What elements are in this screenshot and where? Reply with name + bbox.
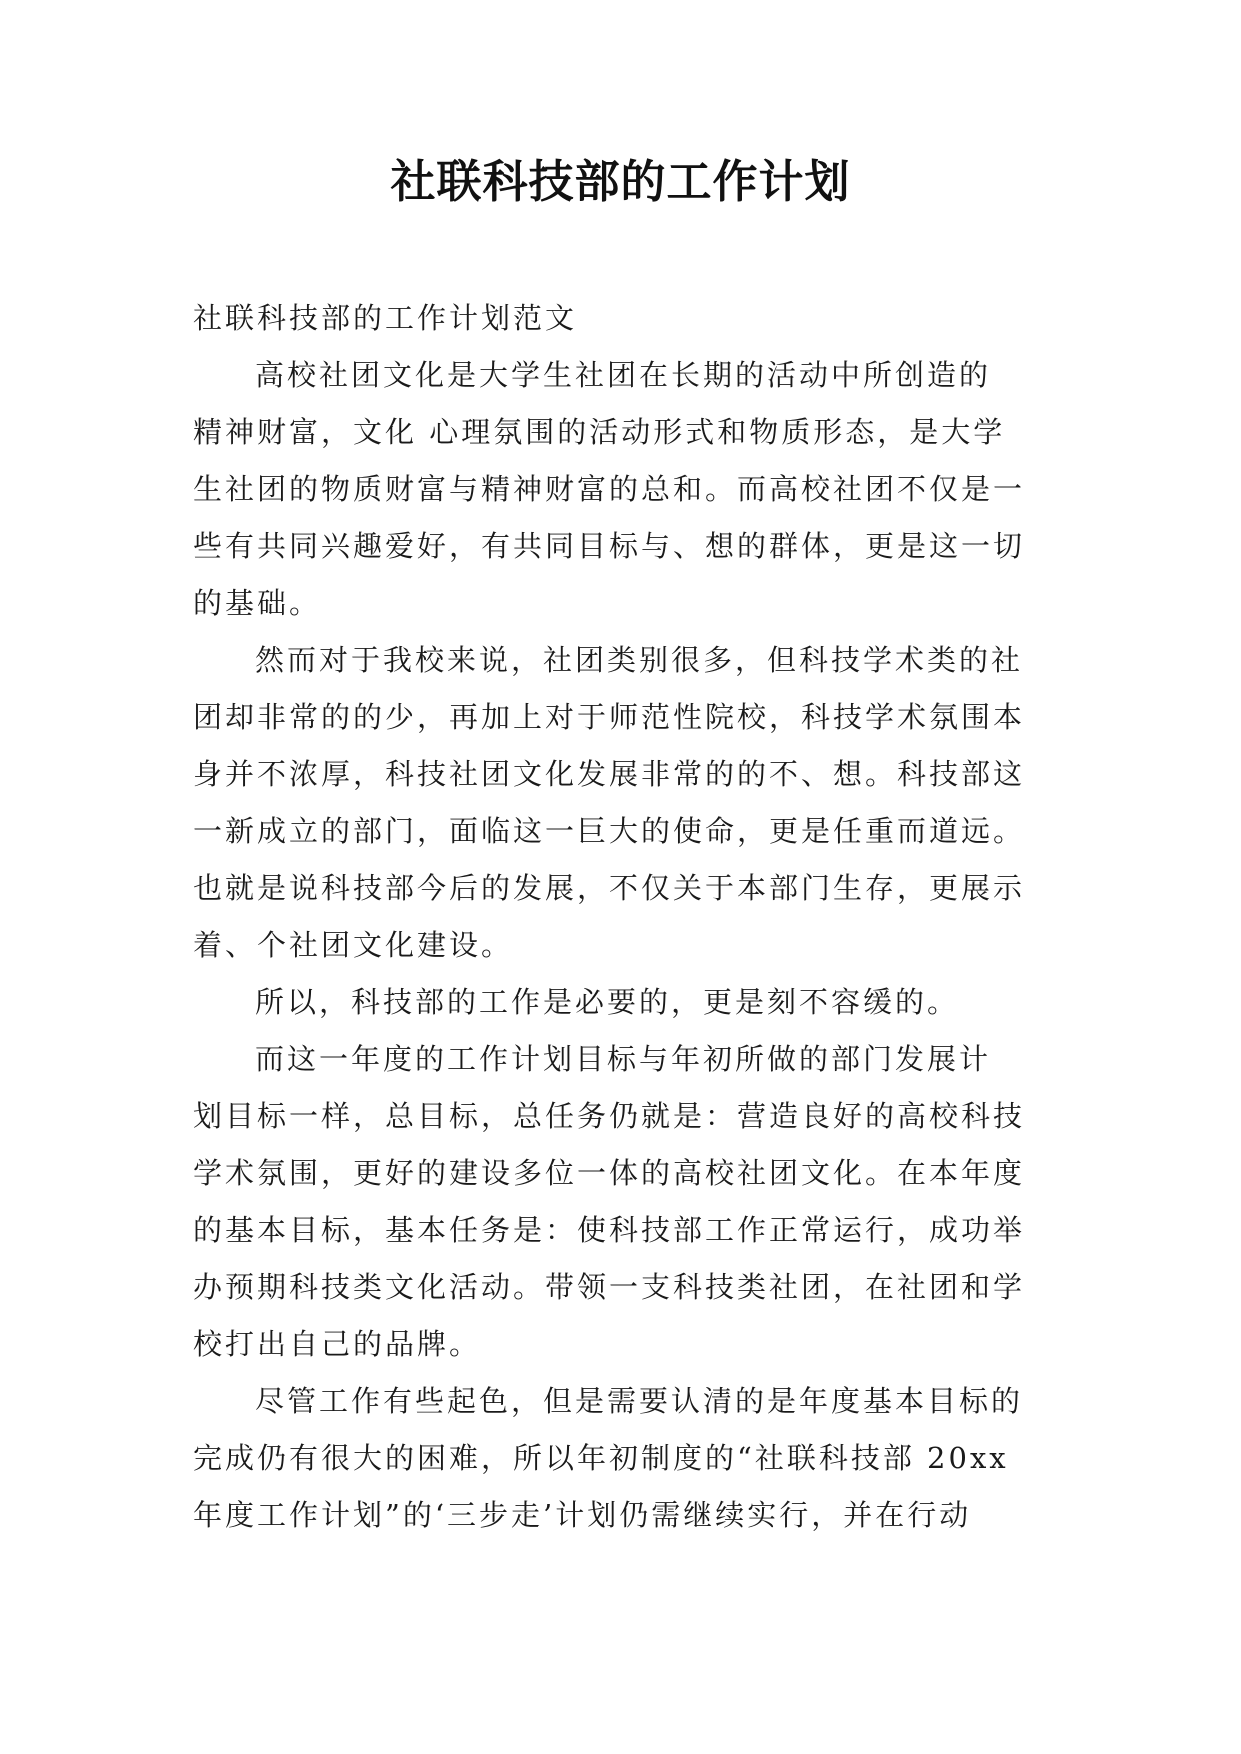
text-line: 年度工作计划”的‘三步走’计划仍需继续实行，并在行动: [193, 1498, 972, 1532]
text-line: 办预期科技类文化活动。带领一支科技类社团，在社团和学: [193, 1270, 1026, 1304]
text-line: 所以，科技部的工作是必要的，更是刻不容缓的。: [255, 985, 960, 1019]
text-line: 学术氛围，更好的建设多位一体的高校社团文化。在本年度: [193, 1156, 1026, 1190]
text-line: 然而对于我校来说，社团类别很多，但科技学术类的社: [255, 643, 1024, 677]
document-title: 社联科技部的工作计划: [390, 155, 851, 208]
text-line: 尽管工作有些起色，但是需要认清的是年度基本目标的: [255, 1384, 1024, 1418]
text-line: 身并不浓厚，科技社团文化发展非常的的不、想。科技部这: [193, 757, 1026, 791]
text-line: 校打出自己的品牌。: [193, 1327, 482, 1361]
document-body: [193, 290, 1053, 1544]
text-line: 的基本目标，基本任务是：使科技部工作正常运行，成功举: [193, 1213, 1026, 1247]
text-line: 一新成立的部门，面临这一巨大的使命，更是任重而道远。: [193, 814, 1026, 848]
text-line: 生社团的物质财富与精神财富的总和。而高校社团不仅是一: [193, 472, 1026, 506]
text-line: 划目标一样，总目标，总任务仍就是：营造良好的高校科技: [193, 1099, 1026, 1133]
text-line: 着、个社团文化建设。: [193, 928, 514, 962]
text-line: 精神财富，文化 心理氛围的活动形式和物质形态，是大学: [193, 415, 1006, 449]
text-line: 的基础。: [193, 586, 322, 620]
text-line: 高校社团文化是大学生社团在长期的活动中所创造的: [255, 358, 992, 392]
text-line: 完成仍有很大的困难，所以年初制度的“社联科技部 20xx: [193, 1441, 1009, 1475]
text-line: 些有共同兴趣爱好，有共同目标与、想的群体，更是这一切: [193, 529, 1026, 563]
text-line: 而这一年度的工作计划目标与年初所做的部门发展计: [255, 1042, 992, 1076]
text-line: 社联科技部的工作计划范文: [193, 301, 578, 335]
text-line: 也就是说科技部今后的发展，不仅关于本部门生存，更展示: [193, 871, 1026, 905]
text-line: 团却非常的的少，再加上对于师范性院校，科技学术氛围本: [193, 700, 1026, 734]
